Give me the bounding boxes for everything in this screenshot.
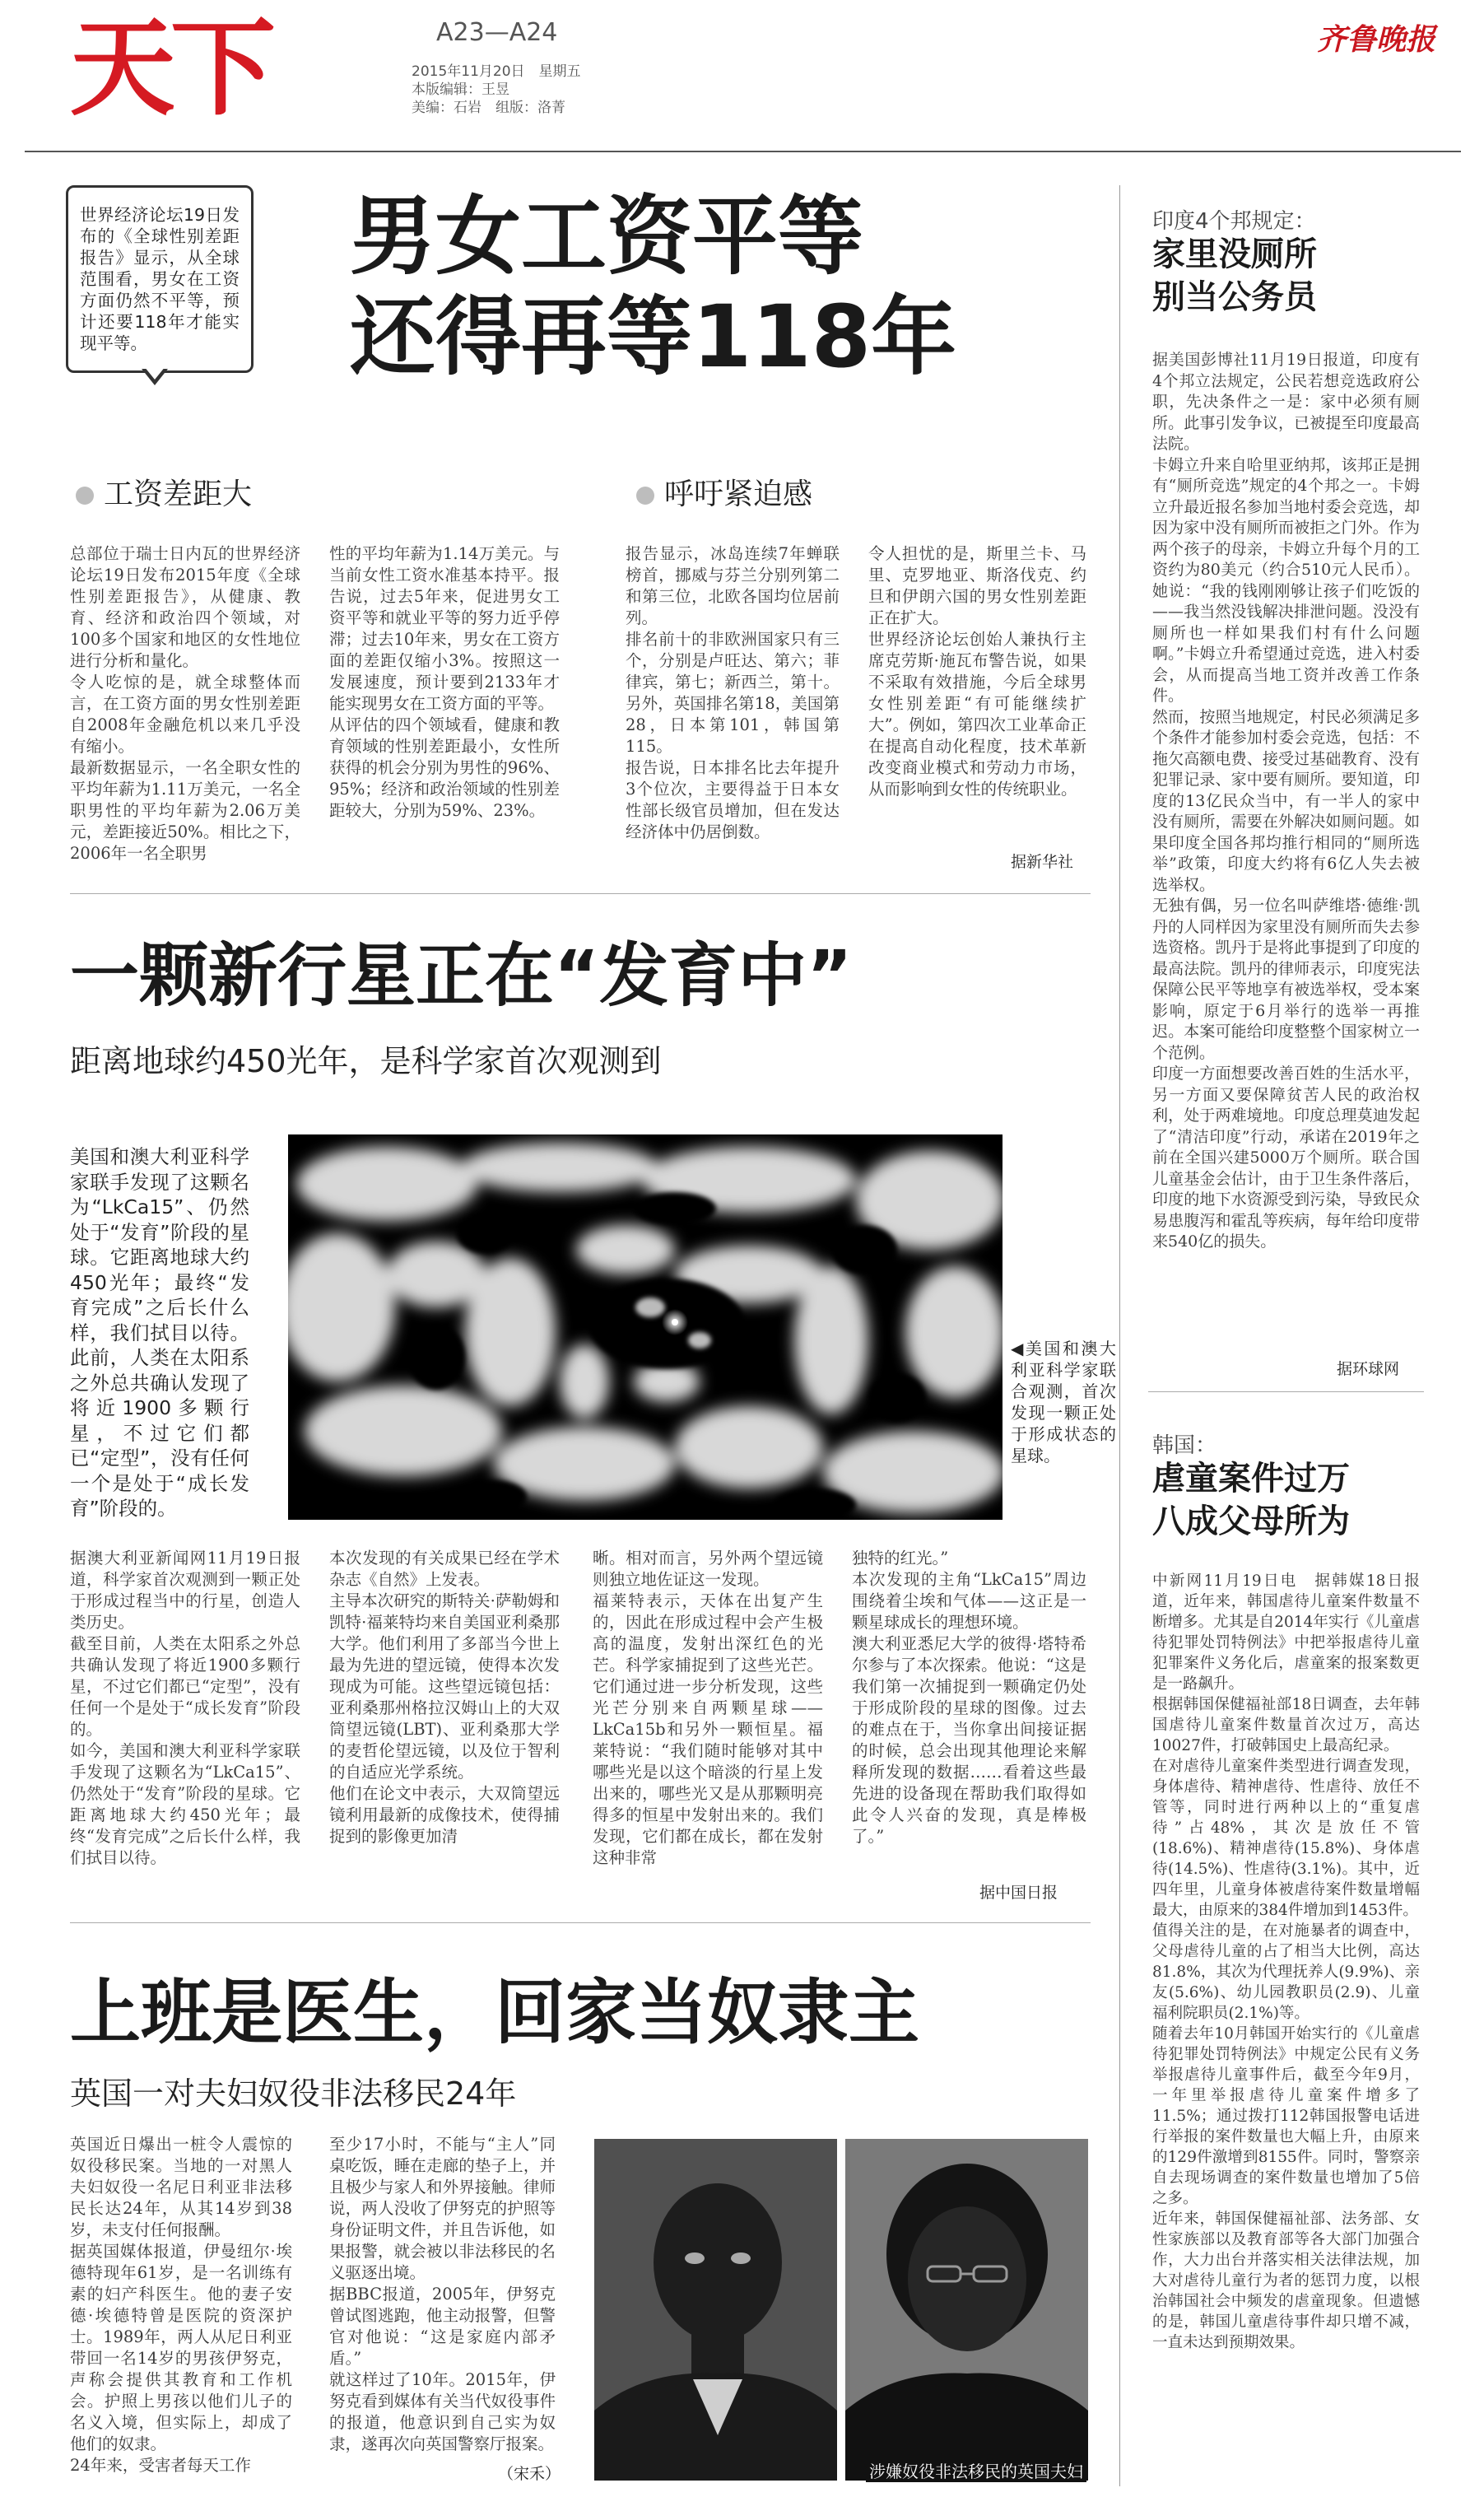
korea-headline-line1: 虐童案件过万	[1152, 1460, 1350, 1498]
planet-subtitle: 距离地球约450光年，是科学家首次观测到	[70, 1043, 662, 1079]
planet-col-3: 晰。相对而言，另外两个望远镜则独立地佐证这一发现。 福莱特表示，天体在出复产生的，因此在形成过程中会产生极高的温度，发射出深红色的光芒。科学家捕捉到了这些光芒。它们通过进一步分析发现，这些光芒分别来自两颗星球——LkCa15b和另外一颗恒星。福莱特说：“我们随时能够对其中哪些光是以这个暗淡的行星上发出来的，哪些光又是从那颗明亮得多的恒星中发射出来的。我们发现，它们都在成长，都在发射这种非常	[593, 1549, 823, 1867]
star-disk-image	[288, 1134, 1003, 1520]
korea-headline-line2: 八成父母所为	[1152, 1502, 1350, 1540]
design-line: 美编：石岩 组版：洛菁	[412, 100, 565, 116]
doctor-col-1: 英国近日爆出一桩令人震惊的奴役移民案。当地的一对黑人夫妇奴役一名尼日利亚非法移民长达24年，从其14岁到38岁，未支付任何报酬。 据英国媒体报道，伊曼纽尔·埃德特现年61岁，是一名训练有素的妇产科医生。他的妻子安德·埃德特曾是医院的资深护士。1989年，两人从尼日利亚带回一名14岁的男孩伊努克，声称会提供其教育和工作机会。护照上男孩以他们儿子的名义入境，但实际上，却成了他们的奴隶。 24年来，受害者每天工作	[70, 2135, 292, 2475]
wage-source: 据新华社	[1011, 853, 1074, 871]
story-divider	[70, 1922, 1091, 1923]
editor-line: 本版编辑：王昱	[412, 82, 509, 98]
wage-headline	[350, 186, 956, 387]
doctor-subtitle: 英国一对夫妇奴役非法移民24年	[70, 2075, 517, 2112]
korea-body: 中新网11月19日电 据韩媒18日报道，近年来，韩国虐待儿童案件数量不断增多。尤其是自2014年实行《儿童虐待犯罪处罚特例法》中把举报虐待儿童犯罪案件义务化后，虐童案的报案数更是一路飙升。 根据韩国保健福祉部18日调查，去年韩国虐待儿童案件数量首次过万，高达10027件，打破韩国史上最高纪录。 在对虐待儿童案件类型进行调查发现，身体虐待、精神虐待、性虐待、放任不管等，同时进行两种以上的“重复虐待”占48%，其次是放任不管(18.6%)、精神虐待(15.8%)、身体虐待(14.5%)、性虐待(3.1%)。其中，近四年里，儿童身体被虐待案件数量增幅最大，由原来的384件增加到1453件。 值得关注的是，在对施暴者的调查中，父母虐待儿童的占了相当大比例，高达81.8%，其次为代理抚养人(9.9%)、亲友(5.6%)、幼儿园教职员(2.9)、儿童福利院职员(2.1%)等。 随着去年10月韩国开始实行的《儿童虐待犯罪处罚特例法》中规定公民有义务举报虐待儿童事件后，截至今年9月，一年里举报虐待儿童案件增多了11.5%；通过拨打112韩国报警电话进行举报的案件数量也大幅上升，由原来的129件激增到8155件。同时，警察亲自去现场调查的案件数量也增加了5倍之多。 近年来，韩国保健福祉部、法务部、女性家族部以及教育部等各大部门加强合作，大力出台并落实相关法律法规，加大对虐待儿童行为者的惩罚力度，以根治韩国社会中频发的虐童现象。但遗憾的是，韩国儿童虐待事件却只增不减，一直未达到预期效果。	[1152, 1572, 1420, 2351]
wage-col-3: 报告显示，冰岛连续7年蝉联榜首，挪威与芬兰分别列第二和第三位，北欧各国均位居前列。 排名前十的非欧洲国家只有三个，分别是卢旺达、第六；菲律宾，第七；新西兰，第十。另外，英国排名第18，美国第28，日本第101，韩国第115。 报告说，日本排名比去年提升3个位次，主要得益于日本女性部长级官员增加，但在发达经济体中仍居倒数。	[626, 544, 840, 841]
wage-col-1: 总部位于瑞士日内瓦的世界经济论坛19日发布2015年度《全球性别差距报告》，从健康、教育、经济和政治四个领域，对100多个国家和地区的女性地位进行分析和量化。 令人吃惊的是，就全球整体而言，在工资方面的男女性别差距自2008年金融危机以来几乎没有缩小。 最新数据显示，一名全职女性的平均年薪为1.11万美元，一名全职男性的平均年薪为2.06万美元，差距接近50%。相比之下，2006年一名全职男	[70, 544, 300, 863]
husband-photo	[594, 2139, 837, 2481]
section-heading-urgency: 呼吁紧迫感	[636, 471, 812, 513]
wage-callout: 世界经济论坛19日发布的《全球性别差距报告》显示，从全球范围看，男女在工资方面仍然不平等，预计还要118年才能实现平等。	[80, 205, 240, 353]
issue-meta	[412, 63, 581, 117]
planet-intro: 美国和澳大利亚科学家联手发现了这颗名为“LkCa15”、仍然处于“发育”阶段的星球。它距离地球大约450光年；最终“发育完成”之后长什么样，我们拭目以待。此前，人类在太阳系之外总共确认发现了将近1900多颗行星，不过它们都已“定型”，没有任何一个是处于“成长发育”阶段的。	[70, 1145, 249, 1520]
woman-portrait-icon	[845, 2139, 1088, 2481]
story-divider	[70, 893, 1091, 894]
wage-col-2: 性的平均年薪为1.14万美元。与当前女性工资水准基本持平。报告说，过去5年来，促进男女工资平等和就业平等的努力近乎停滞；过去10年来，男女在工资方面的差距仅缩小3%。按照这一发展速度，预计要到2133年才能实现男女在工资方面的平等。 从评估的四个领域看，健康和教育领域的性别差距最小，女性所获得的机会分别为男性的96%、95%；经济和政治领域的性别差距较大，分别为59%、23%。	[329, 544, 560, 820]
planet-source: 据中国日报	[979, 1884, 1058, 1902]
couple-photo	[594, 2139, 1088, 2481]
planet-col-2: 本次发现的有关成果已经在学术杂志《自然》上发表。 主导本次研究的斯特关·萨勒姆和凯特·福莱特均来自美国亚利桑那大学。他们利用了多部当今世上最为先进的望远镜，使得本次发现成为可能。这些望远镜包括：亚利桑那州格拉汉姆山上的大双筒望远镜(LBT)、亚利桑那大学的麦哲伦望远镜，以及位于智利的自适应光学系统。 他们在论文中表示，大双筒望远镜利用最新的成像技术，使得捕捉到的影像更加清	[329, 1549, 560, 1846]
wage-callout-box	[66, 185, 254, 373]
wage-headline-line1: 男女工资平等	[350, 186, 864, 287]
bullet-dot-icon	[76, 487, 94, 505]
korea-label: 韩国：	[1152, 1433, 1217, 1458]
planet-col-4: 独特的红光。” 本次发现的主角“LkCa15”周边围绕着尘埃和气体——这正是一颗星球成长的理想环境。 澳大利亚悉尼大学的彼得·塔特希尔参与了本次探索。他说：“这是我们第一次捕捉到一颗确定仍处于形成阶段的星球的图像。过去的难点在于，当你拿出间接证据的时候，总会出现其他理论来解释所发现的数据……看着这些最先进的设备现在帮助我们取得如此令人兴奋的发现，真是棒极了。”	[852, 1549, 1086, 1846]
bullet-dot-icon	[636, 487, 654, 505]
doctor-source: （宋禾）	[498, 2465, 561, 2483]
planet-col-1: 据澳大利亚新闻网11月19日报道，科学家首次观测到一颗正处于形成过程当中的行星，创造人类历史。 截至目前，人类在太阳系之外总共确认发现了将近1900多颗行星，不过它们都已“定型”，没有任何一个是处于“成长发育”阶段的。 如今，美国和澳大利亚科学家联手发现了这颗名为“LkCa15”、仍然处于“发育”阶段的星球。它距离地球大约450光年；最终“发育完成”之后长什么样，我们拭目以待。	[70, 1549, 300, 1867]
india-headline	[1152, 233, 1317, 319]
india-label: 印度4个邦规定：	[1152, 209, 1316, 234]
section-title: 天下	[70, 7, 272, 130]
doctor-headline: 上班是医生，回家当奴隶主	[70, 1972, 919, 2054]
wage-headline-line2: 还得再等118年	[350, 287, 957, 387]
masthead-rule	[25, 151, 1461, 152]
korea-headline	[1152, 1457, 1350, 1543]
page-range: A23—A24	[436, 18, 558, 47]
wife-photo	[845, 2139, 1088, 2481]
column-divider	[1119, 185, 1120, 2486]
india-headline-line2: 别当公务员	[1152, 278, 1317, 316]
india-headline-line1: 家里没厕所	[1152, 235, 1317, 273]
newspaper-logo: 齐鲁晚报	[1317, 22, 1436, 57]
section-heading-gap: 工资差距大	[76, 471, 252, 513]
planet-headline: 一颗新行星正在“发育中”	[70, 935, 853, 1016]
photo-caption: 涉嫌奴役非法移民的英国夫妇	[866, 2458, 1086, 2482]
india-body: 据美国彭博社11月19日报道，印度有4个邦立法规定，公民若想竞选政府公职，先决条件之一是：家中必须有厕所。此事引发争议，已被提至印度最高法院。 卡姆立升来自哈里亚纳邦，该邦正是拥有“厕所竞选”规定的4个邦之一。卡姆立升最近报名参加当地村委会竞选，却因为家中没有厕所而被拒之门外。作为两个孩子的母亲，卡姆立升每个月的工资约为80美元（约合510元人民币）。她说：“我的钱刚刚够让孩子们吃饭的——我当然没钱解决排泄问题。没没有厕所也一样如果我们村有什么问题啊。”卡姆立升希望通过竞选，进入村委会，从而提高当地工资并改善工作条件。 然而，按照当地规定，村民必须满足多个条件才能参加村委会竞选，包括：不拖欠高额电费、接受过基础教育、没有犯罪记录、家中要有厕所。要知道，印度的13亿民众当中，有一半人的家中没有厕所，需要在外解决如厕问题。如果印度全国各邦均推行相同的“厕所选举”政策，印度大约将有6亿人失去被选举权。 无独有偶，另一位名叫萨维塔·德维·凯丹的人同样因为家里没有厕所而失去参选资格。凯丹于是将此事提到了印度的最高法院。凯丹的律师表示，印度宪法保障公民平等地享有被选举权，受本案影响，原定于6月举行的选举一再推迟。本案可能给印度整整个国家树立一个范例。 印度一方面想要改善百姓的生活水平，另一方面又要保障贫苦人民的政治权利，处于两难境地。印度总理莫迪发起了“清洁印度”行动，承诺在2019年之前在全国兴建5000万个厕所。联合国儿童基金会估计，由于卫生条件落后，印度的地下水资源受到污染，导致民众易患腹泻和霍乱等疾病，每年给印度带来540亿的损失。	[1152, 351, 1420, 1251]
india-source: 据环球网	[1337, 1360, 1400, 1378]
callout-pointer-inner	[144, 366, 165, 380]
planet-image-caption: ◀美国和澳大利亚科学家联合观测，首次发现一颗正处于形成状态的星球。	[1011, 1339, 1116, 1465]
date-line: 2015年11月20日 星期五	[412, 63, 581, 80]
wage-col-4: 令人担忧的是，斯里兰卡、马里、克罗地亚、斯洛伐克、约旦和伊朗六国的男女性别差距正在扩大。 世界经济论坛创始人兼执行主席克劳斯·施瓦布警告说，如果不采取有效措施，今后全球男女性别差距“有可能继续扩大”。例如，第四次工业革命正在提高自动化程度，技术革新改变商业模式和劳动力市场，从而影响到女性的传统职业。	[868, 544, 1086, 799]
planet-image	[288, 1134, 1003, 1520]
man-portrait-icon	[594, 2139, 837, 2481]
story-divider	[1148, 1391, 1424, 1392]
doctor-col-2: 至少17小时，不能与“主人”同桌吃饭，睡在走廊的垫子上，并且极少与家人和外界接触。律师说，两人没收了伊努克的护照等身份证明文件，并且告诉他，如果报警，就会被以非法移民的名义驱逐出境。 据BBC报道，2005年，伊努克曾试图逃跑，他主动报警，但警官对他说：“这是家庭内部矛盾。” 就这样过了10年。2015年，伊努克看到媒体有关当代奴役事件的报道，他意识到自己实为奴隶，遂再次向英国警察厅报案。	[329, 2135, 556, 2453]
